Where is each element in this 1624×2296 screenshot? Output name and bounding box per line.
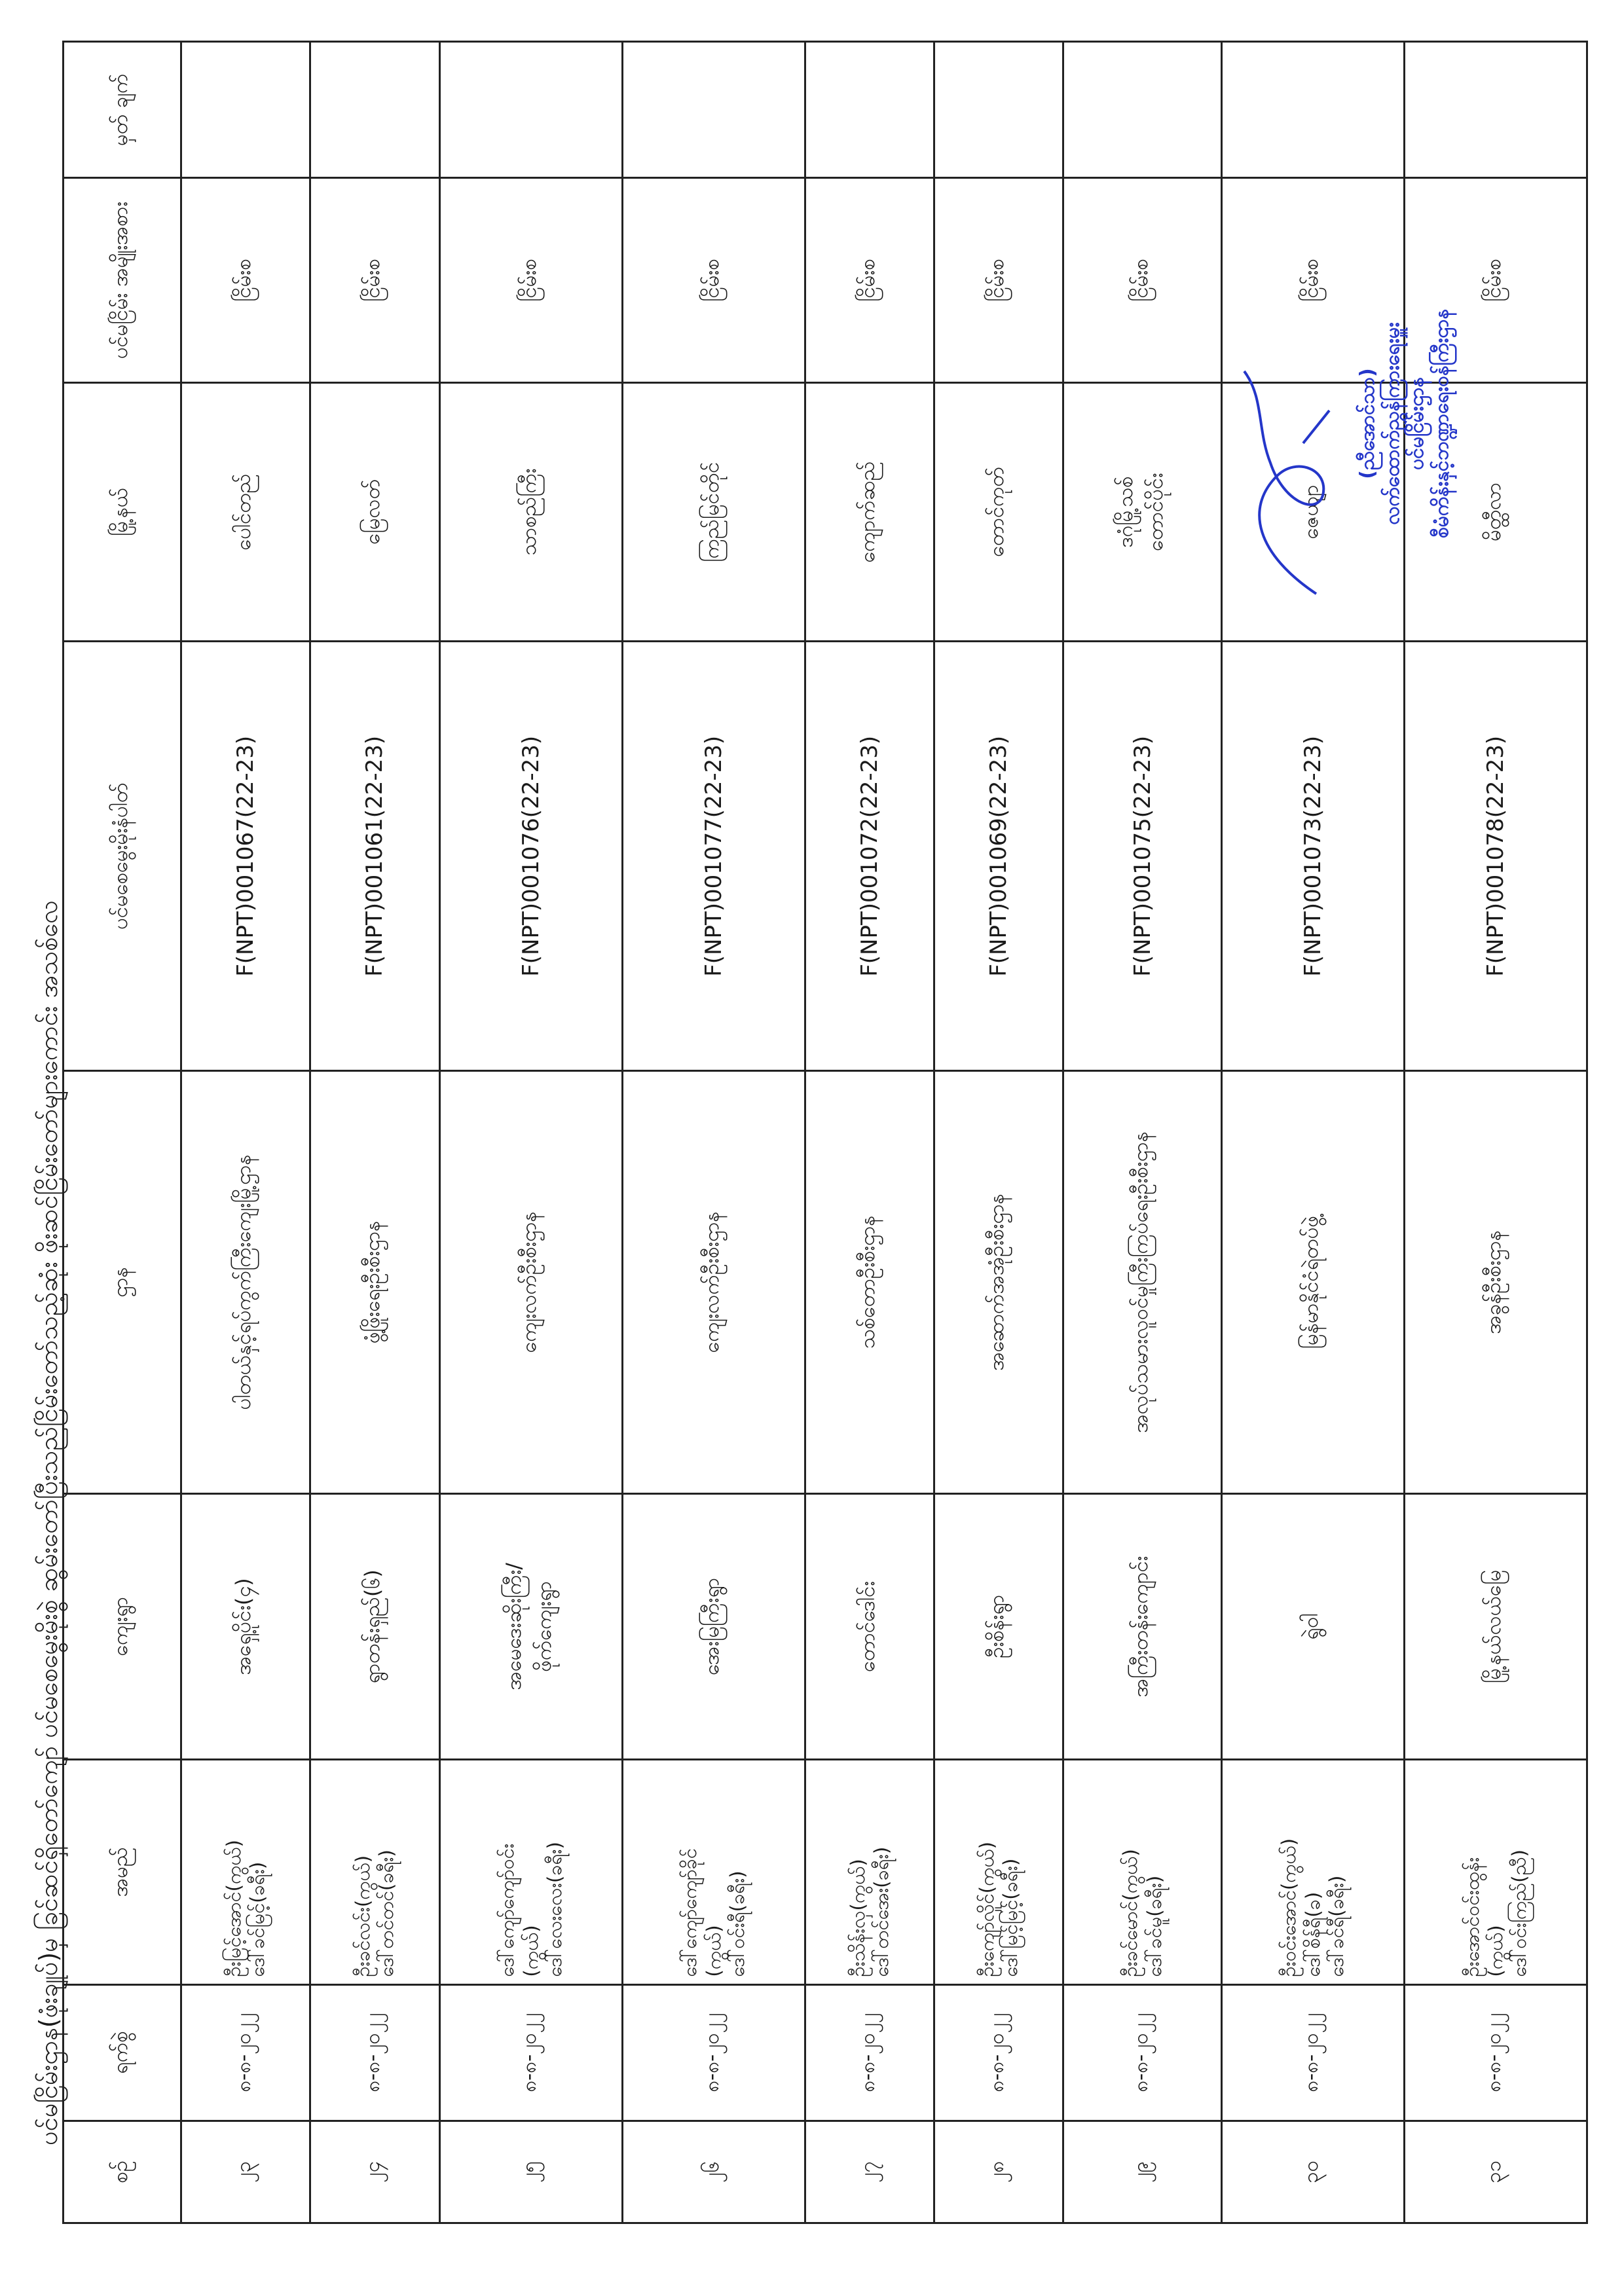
stamp-ministry: စီမံကိန်းနှင့်ဘဏ္ဍာရေးဝန်ကြီးဌာန (1430, 308, 1453, 539)
row-reg-no: F(NPT)001061(22-23) (310, 642, 439, 1071)
row-name-line: ဒေါ်တင်အေး(ခရီး) (870, 1846, 893, 1977)
header-school: ဌာန (64, 1071, 181, 1494)
row-school-line: သစ်တောဦးစီးဌာန (855, 1215, 879, 1349)
row-village (310, 1493, 439, 1759)
row-reg-no: F(NPT)001075(22-23) (1063, 642, 1221, 1071)
table-row (805, 42, 934, 2223)
row-school (1063, 1071, 1221, 1494)
row-village (1063, 1493, 1221, 1759)
header-no: စဉ် (64, 2121, 181, 2223)
row-village-line: ရွာတန်းရှည်(၆) (361, 1569, 385, 1684)
row-town-line: ဒဂုံမြို့သစ် (1113, 476, 1137, 548)
row-village-line: အမေဒေးဆိုးကြီး/ (502, 1563, 526, 1690)
row-date: ၈-၈-၂၀၂၂ (1221, 1984, 1404, 2121)
row-town (622, 382, 805, 642)
row-no: ၂၆ (622, 2121, 805, 2223)
stamp-title: လက်ထောက်ညွှန်ကြားရေးမှူး (1380, 322, 1404, 525)
row-town (439, 382, 622, 642)
row-town-line: သာစည်ကြီး (517, 468, 541, 556)
row-remark (439, 42, 622, 178)
row-category: ငြိမ်းစ (805, 178, 934, 382)
row-school (1404, 1071, 1587, 1494)
row-no: ၂၉ (1063, 2121, 1221, 2223)
row-town (181, 382, 310, 642)
row-name-line: ဒေါ်ခင်ရီ(ခရီး) (1325, 1875, 1348, 1977)
row-village-line: အရှေ့ပိုင်း(၄) (232, 1578, 256, 1675)
official-stamp (1356, 175, 1454, 672)
row-school-line: ကျေးလက်ဦးစီးဌာန (517, 1211, 541, 1353)
row-date: ၈-၈-၂၀၂၂ (622, 1984, 805, 2121)
row-remark (181, 42, 310, 178)
row-school-line: ပါတယ်နှင့်ရပ်ကွက်ကြီးကျေးမြို့ဌာန (232, 1154, 256, 1410)
row-town (1063, 382, 1221, 642)
row-village (1404, 1493, 1587, 1759)
row-category: ငြိမ်းစ (310, 178, 439, 382)
row-name-line: ဦးအောင်ဝင်းထွန်း (1460, 1857, 1483, 1977)
row-town-line: မြေလတ် (361, 479, 385, 545)
stamp-name: (ညီအောင်သာ) (1356, 368, 1379, 479)
row-name-line: ဒေါ်ဝင်းကြည်(ညီ) (1508, 1850, 1531, 1977)
row-name-line: ဒေါ်ဝင်းရီ(ခရီး) (726, 1870, 748, 1977)
row-village (1221, 1493, 1404, 1759)
row-name-line: ဦးဝင်းအောင်(ကွယ်) (1278, 1838, 1301, 1977)
row-school (310, 1071, 439, 1494)
row-reg-no: F(NPT)001073(22-23) (1221, 642, 1404, 1071)
row-name-line: ဒေါ်ခင်မြင့်(ခရီး) (246, 1861, 269, 1977)
row-name-line: ဒေါ်ခင်မူ(ခရီး) (1143, 1875, 1166, 1977)
row-reg-no: F(NPT)001077(22-23) (622, 642, 805, 1071)
row-name-line: ဦးခင်မောင်(ကွယ်) (1119, 1849, 1142, 1977)
row-town-line: တောင်ပိုင်း (1143, 473, 1168, 551)
row-name (1221, 1759, 1404, 1984)
row-remark (805, 42, 934, 178)
row-town-line: မိတ္ထီလာ (1481, 483, 1505, 541)
header-village: ကျေးရွာ (64, 1493, 181, 1759)
row-name (1404, 1759, 1587, 1984)
row-town-line: ကျောက်ဆည် (855, 461, 879, 563)
row-name (934, 1759, 1063, 1984)
row-no: ၂၇ (805, 2121, 934, 2223)
row-town-line: ဇေယျာ (1299, 484, 1323, 539)
row-reg-no: F(NPT)001069(22-23) (934, 642, 1063, 1071)
row-name (439, 1759, 622, 1984)
row-village (805, 1493, 934, 1759)
row-village (934, 1493, 1063, 1759)
row-name-line: (ကွယ်) (519, 1925, 542, 1977)
row-category: ငြိမ်းစ (1063, 178, 1221, 382)
row-category: ငြိမ်းစ (439, 178, 622, 382)
row-date: ၈-၈-၂၀၂၂ (934, 1984, 1063, 2121)
row-date: ၈-၈-၂၀၂၂ (181, 1984, 310, 2121)
row-name-line: ဒေါ်တင်တင်(ခရီး) (375, 1850, 398, 1977)
row-school (181, 1071, 310, 1494)
row-village-line: ဖိုက်ကျေးရွာ (532, 1581, 556, 1672)
row-no: ၃၀ (1221, 2121, 1404, 2223)
row-name-line: ဒေါ်စိန်ရီ(ခ) (1301, 1891, 1324, 1977)
row-name (1063, 1759, 1221, 1984)
row-school (805, 1071, 934, 1494)
row-school-line: မြန်မာနိုင်ငံရဲတပ်ဖွဲ့ (1299, 1216, 1323, 1349)
row-village-line: ရွဲဝါ (1299, 1613, 1323, 1640)
row-village-line: အေးမြကြီးရွာ (699, 1578, 724, 1675)
row-reg-no: F(NPT)001072(22-23) (805, 642, 934, 1071)
row-school-line: အလုပ်သမားလူဝင်မှုကြီးကြပ်ရေးဦးစီးဌာန (1128, 1131, 1153, 1433)
row-name-line: (ကွယ်) (1484, 1925, 1507, 1977)
row-no: ၂၄ (310, 2121, 439, 2223)
row-no: ၂၅ (439, 2121, 622, 2223)
row-school (622, 1071, 805, 1494)
row-village (622, 1493, 805, 1759)
row-town (934, 382, 1063, 642)
row-school-line: ကျေးလက်ဦးစီးဌာန (699, 1211, 724, 1353)
header-reg-no: ပင်မစေမွေးမိုးနံပါတ် (64, 642, 181, 1071)
row-name-line: ဒေါ်ကျော်ကျော်ဝင်း (496, 1843, 519, 1977)
header-town: မြို့နယ် (64, 382, 181, 642)
row-category: ငြိမ်းစ (181, 178, 310, 382)
row-school-line: အဆောက်အအုံဦးစီးဌာန (985, 1194, 1009, 1371)
row-date: ၈-၈-၂၀၂၂ (1404, 1984, 1587, 2121)
row-name (622, 1759, 805, 1984)
row-name-line: ဒေါ်မြင့်မြင့်(ခရီး) (999, 1858, 1022, 1977)
row-name-line: ဒေါ်လေးလေး(ခရီး) (543, 1842, 566, 1977)
signature (1218, 358, 1349, 607)
row-date: ၈-၈-၂၀၂၂ (1063, 1984, 1221, 2121)
row-name (181, 1759, 310, 1984)
row-category: ငြိမ်းစ (622, 178, 805, 382)
row-date: ၈-၈-၂၀၂၂ (805, 1984, 934, 2121)
header-row (64, 42, 181, 2223)
header-name: အမည် (64, 1759, 181, 1984)
row-school (439, 1071, 622, 1494)
row-village-line: တောင်ဒေါင်း (855, 1580, 879, 1672)
table-row (1063, 42, 1221, 2223)
row-category: ငြိမ်းစ (934, 178, 1063, 382)
row-reg-no: F(NPT)001078(22-23) (1404, 642, 1587, 1071)
row-remark (622, 42, 805, 178)
row-name-line: ဒေါ်ကျော်ကျော်ခိုင် (678, 1848, 701, 1977)
row-town-line: တောင်ကုတ် (985, 467, 1009, 557)
table-row (310, 42, 439, 2223)
header-remark: မှတ် ချက် (64, 42, 181, 178)
stamp-dept: ပင်မငြိမ်းဌာန (1405, 377, 1428, 470)
row-village-line: အကြီးတန်းကျောင်း (1128, 1556, 1153, 1698)
row-reg-no: F(NPT)001076(22-23) (439, 642, 622, 1071)
row-no: ၂၃ (181, 2121, 310, 2223)
row-school-line: အခွန်ဦးစီးဌာန (1481, 1230, 1505, 1334)
row-village-line: မြို့နယ်လယ်မြေ (1481, 1569, 1505, 1684)
row-name-line: ဦးမြင့်အောင်(ကွယ်) (222, 1840, 245, 1977)
header-date: ရက်စွဲ (64, 1984, 181, 2121)
row-date: ၈-၈-၂၀၂၂ (439, 1984, 622, 2121)
table-row (181, 42, 310, 2223)
row-town (805, 382, 934, 642)
row-name (310, 1759, 439, 1984)
row-name-line: ဦးသိန်းလှ(ကွယ်) (846, 1859, 869, 1977)
row-no: ၂၈ (934, 2121, 1063, 2223)
row-town-line: ကြည်မြင်တိုင် (699, 462, 724, 562)
row-remark (310, 42, 439, 178)
row-village (439, 1493, 622, 1759)
table-row (439, 42, 622, 2223)
row-remark (1063, 42, 1221, 178)
table-row (934, 42, 1063, 2223)
row-name-line: (ကွယ်) (702, 1925, 725, 1977)
row-remark (934, 42, 1063, 178)
row-remark (1404, 42, 1587, 178)
row-name (805, 1759, 934, 1984)
row-school (1221, 1071, 1404, 1494)
row-category: ငြိမ်းစ (1404, 178, 1587, 382)
row-remark (1221, 42, 1404, 178)
row-date: ၈-၈-၂၀၂၂ (310, 1984, 439, 2121)
row-school-line: ဖွံ့ဖြိုးရေးဦးစီးဌာန (361, 1220, 385, 1344)
row-reg-no: F(NPT)001067(22-23) (181, 642, 310, 1071)
table-row (622, 42, 805, 2223)
row-village-line: ဦးစိန်းရွာ (985, 1594, 1009, 1658)
row-category: ငြိမ်းစ (1221, 178, 1404, 382)
row-village (181, 1493, 310, 1759)
row-town-line: ပေါင်တည် (232, 473, 256, 551)
document-title: ပင်မငြိမ်းဌာန(ဖုံးချုပ်)မှ ခြင်ဆင်ရှိတော်ကျော် ပင်မစေမွေးမိုးစွဲ ဆွမ်းတော်ပြီးသည်ငြိမ်းတော်သည့်ဆုံး ဖိုးဆင်ငြိမ်းတော်များကောင်း အသစ်လေ (34, 900, 63, 2145)
row-name-line: ဦးကျော်လှိုင်(ကွယ်) (976, 1842, 999, 1977)
header-category: ပင်မငြိမ်း အမျိုးအစား (64, 178, 181, 382)
row-town (310, 382, 439, 642)
row-name-line: ဦးခင်လင်း(ကွယ်) (352, 1855, 375, 1977)
row-school (934, 1071, 1063, 1494)
row-no: ၃၁ (1404, 2121, 1587, 2223)
